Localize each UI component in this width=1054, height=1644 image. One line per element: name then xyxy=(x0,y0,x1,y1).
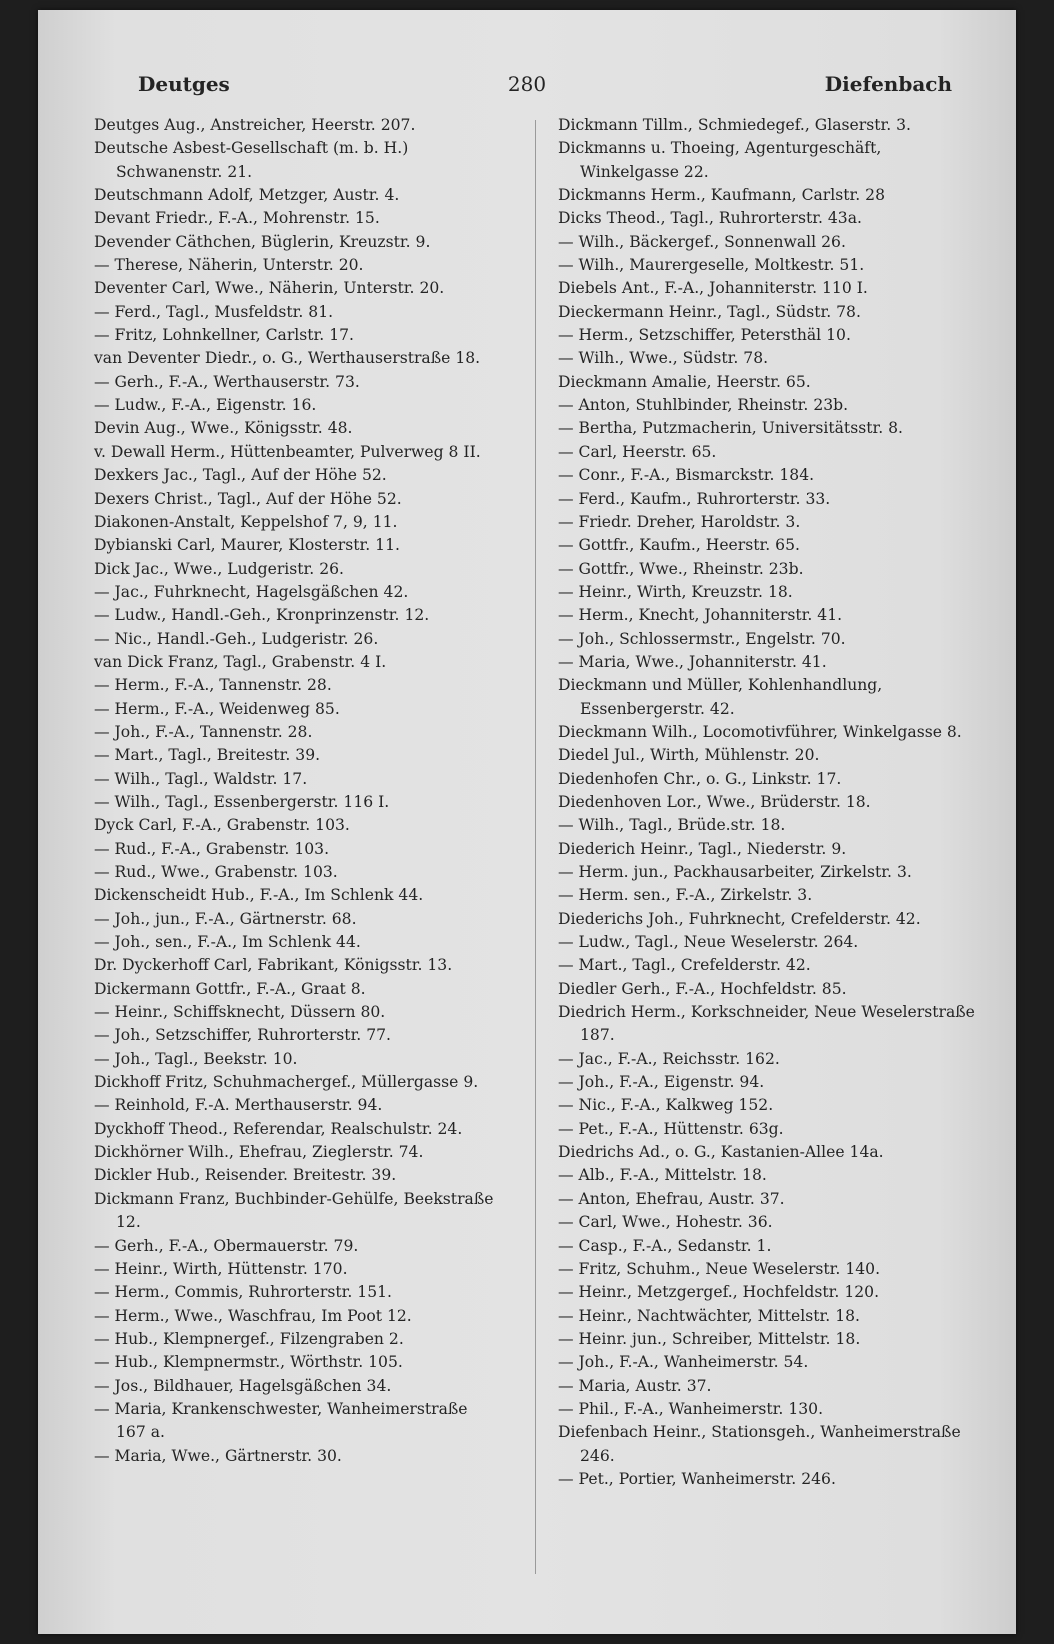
page-number: 280 xyxy=(507,72,547,96)
directory-entry: — Nic., F.-A., Kalkweg 152. xyxy=(558,1096,774,1115)
directory-entry: Dyck Carl, F.-A., Grabenstr. 103. xyxy=(94,816,350,835)
directory-entry: — Heinr., Wirth, Kreuzstr. 18. xyxy=(558,582,793,601)
directory-entry: Diedenhofen Chr., o. G., Linkstr. 17. xyxy=(558,769,842,788)
directory-entry: Dickmanns u. Thoeing, Agenturgeschäft, Winkelgasse 22. xyxy=(558,139,882,181)
header-right-word: Diefenbach xyxy=(824,72,952,96)
directory-entry: — Jos., Bildhauer, Hagelsgäßchen 34. xyxy=(94,1376,392,1395)
directory-entry: — Phil., F.-A., Wanheimerstr. 130. xyxy=(558,1399,824,1418)
directory-entry: — Fritz, Schuhm., Neue Weselerstr. 140. xyxy=(558,1259,881,1278)
directory-entry: — Heinr., Nachtwächter, Mittelstr. 18. xyxy=(558,1306,860,1325)
directory-entry: Dickenscheidt Hub., F.-A., Im Schlenk 44. xyxy=(94,886,424,905)
directory-entry: Diedrich Herm., Korkschneider, Neue Weselerstraße 187. xyxy=(558,1003,975,1045)
directory-entry: — Friedr. Dreher, Haroldstr. 3. xyxy=(558,512,801,531)
directory-entry: Devin Aug., Wwe., Königsstr. 48. xyxy=(94,419,353,438)
directory-entry: — Herm. sen., F.-A., Zirkelstr. 3. xyxy=(558,886,813,905)
directory-entry: Dieckmann und Müller, Kohlenhandlung, Essenbergerstr. 42. xyxy=(558,676,883,718)
directory-entry: — Herm., F.-A., Weidenweg 85. xyxy=(94,699,340,718)
directory-entry: — Herm. jun., Packhausarbeiter, Zirkelstr. 3. xyxy=(558,863,912,881)
directory-entry: Dexers Christ., Tagl., Auf der Höhe 52. xyxy=(94,489,402,508)
directory-entry: Diedrichs Ad., o. G., Kastanien-Allee 14a. xyxy=(558,1143,884,1162)
directory-entry: — Anton, Ehefrau, Austr. 37. xyxy=(558,1189,785,1208)
directory-entry: Dickmanns Herm., Kaufmann, Carlstr. 28 xyxy=(558,186,886,205)
directory-entry: Diefenbach Heinr., Stationsgeh., Wanheimerstraße 246. xyxy=(558,1423,961,1465)
directory-entry: — Alb., F.-A., Mittelstr. 18. xyxy=(558,1166,767,1185)
directory-entry: — Heinr. jun., Schreiber, Mittelstr. 18. xyxy=(558,1329,861,1348)
directory-entry: Deutges Aug., Anstreicher, Heerstr. 207. xyxy=(94,116,416,134)
directory-entry: — Herm., Wwe., Waschfrau, Im Poot 12. xyxy=(94,1306,412,1325)
directory-entry: Dickhörner Wilh., Ehefrau, Zieglerstr. 74. xyxy=(94,1143,424,1162)
directory-entry: — Mart., Tagl., Breitestr. 39. xyxy=(94,746,321,765)
directory-entry: — Maria, Austr. 37. xyxy=(558,1376,712,1395)
directory-entry: — Herm., F.-A., Tannenstr. 28. xyxy=(94,676,332,695)
directory-entry: — Jac., Fuhrknecht, Hagelsgäßchen 42. xyxy=(94,582,409,601)
directory-entry: — Fritz, Lohnkellner, Carlstr. 17. xyxy=(94,326,355,345)
directory-entry: Dickmann Franz, Buchbinder-Gehülfe, Beekstraße 12. xyxy=(94,1189,494,1232)
directory-entry: — Wilh., Tagl., Brüde.str. 18. xyxy=(558,816,786,835)
directory-entry: — Wilh., Tagl., Essenbergerstr. 116 I. xyxy=(94,792,390,811)
directory-entry: Dicks Theod., Tagl., Ruhrorterstr. 43a. xyxy=(558,209,862,228)
directory-entry: — Maria, Wwe., Gärtnerstr. 30. xyxy=(94,1446,342,1465)
directory-entry: — Wilh., Wwe., Südstr. 78. xyxy=(558,349,769,368)
directory-entry: — Wilh., Tagl., Waldstr. 17. xyxy=(94,769,308,788)
directory-entry: Dyckhoff Theod., Referendar, Realschulstr. 24. xyxy=(94,1119,463,1138)
directory-entry: — Maria, Wwe., Johanniterstr. 41. xyxy=(558,652,827,671)
directory-entry: Diakonen-Anstalt, Keppelshof 7, 9, 11. xyxy=(94,512,398,531)
directory-entry: — Heinr., Schiffsknecht, Düssern 80. xyxy=(94,1003,386,1022)
page-header xyxy=(92,72,962,102)
directory-entry: Devant Friedr., F.-A., Mohrenstr. 15. xyxy=(94,209,380,228)
directory-entry: — Jac., F.-A., Reichsstr. 162. xyxy=(558,1049,780,1068)
header-left-word: Deutges xyxy=(138,72,230,96)
directory-entry: Dickmann Tillm., Schmiedegef., Glaserstr. 3. xyxy=(558,116,912,134)
directory-entry: — Herm., Commis, Ruhrorterstr. 151. xyxy=(94,1283,393,1302)
directory-entry: — Herm., Setzschiffer, Petersthäl 10. xyxy=(558,326,851,345)
directory-entry: — Gerh., F.-A., Obermauerstr. 79. xyxy=(94,1236,359,1255)
directory-entry: van Deventer Diedr., o. G., Werthauserstraße 18. xyxy=(94,349,481,368)
directory-entry: — Rud., F.-A., Grabenstr. 103. xyxy=(94,839,330,858)
directory-entry: Deutschmann Adolf, Metzger, Austr. 4. xyxy=(94,186,400,205)
directory-entry: Diederichs Joh., Fuhrknecht, Crefelderstr. 42. xyxy=(558,909,921,928)
directory-entry: Dr. Dyckerhoff Carl, Fabrikant, Königsstr. 13. xyxy=(94,956,453,975)
directory-entry: Diedenhoven Lor., Wwe., Brüderstr. 18. xyxy=(558,792,871,811)
directory-entry: Dickermann Gottfr., F.-A., Graat 8. xyxy=(94,979,366,998)
column-divider xyxy=(535,120,536,1574)
directory-entry: Dieckmann Wilh., Locomotivführer, Winkelgasse 8. xyxy=(558,722,962,741)
directory-entry: — Joh., F.-A., Wanheimerstr. 54. xyxy=(558,1353,809,1372)
directory-entry: — Joh., sen., F.-A., Im Schlenk 44. xyxy=(94,933,361,952)
directory-entry: — Carl, Heerstr. 65. xyxy=(558,442,717,461)
directory-entry: Dybianski Carl, Maurer, Klosterstr. 11. xyxy=(94,536,400,555)
directory-entry: — Ferd., Kaufm., Ruhrorterstr. 33. xyxy=(558,489,831,508)
directory-entry: — Maria, Krankenschwester, Wanheimerstraße 167 a. xyxy=(94,1399,468,1442)
directory-entry: — Hub., Klempnergef., Filzengraben 2. xyxy=(94,1329,404,1348)
directory-entry: Dickhoff Fritz, Schuhmachergef., Müllergasse 9. xyxy=(94,1073,479,1092)
directory-entry: Devender Cäthchen, Büglerin, Kreuzstr. 9. xyxy=(94,232,431,251)
directory-entry: — Ferd., Tagl., Musfeldstr. 81. xyxy=(94,302,334,321)
directory-entry: — Therese, Näherin, Unterstr. 20. xyxy=(94,256,364,275)
directory-entry: Dickler Hub., Reisender. Breitestr. 39. xyxy=(94,1166,397,1185)
directory-entry: — Gerh., F.-A., Werthauserstr. 73. xyxy=(94,372,360,391)
directory-entry: — Conr., F.-A., Bismarckstr. 184. xyxy=(558,466,815,485)
directory-entry: — Ludw., Tagl., Neue Weselerstr. 264. xyxy=(558,933,859,952)
directory-entry: Diederich Heinr., Tagl., Niederstr. 9. xyxy=(558,839,847,858)
directory-entry: — Hub., Klempnermstr., Wörthstr. 105. xyxy=(94,1353,403,1372)
left-column xyxy=(94,114,494,1468)
directory-entry: — Joh., F.-A., Tannenstr. 28. xyxy=(94,722,313,741)
directory-entry: — Ludw., Handl.-Geh., Kronprinzenstr. 12. xyxy=(94,606,430,625)
directory-entry: — Joh., F.-A., Eigenstr. 94. xyxy=(558,1073,765,1092)
directory-entry: — Joh., Schlossermstr., Engelstr. 70. xyxy=(558,629,846,648)
directory-entry: — Nic., Handl.-Geh., Ludgeristr. 26. xyxy=(94,629,379,648)
directory-entry: — Mart., Tagl., Crefelderstr. 42. xyxy=(558,956,811,975)
directory-entry: — Heinr., Wirth, Hüttenstr. 170. xyxy=(94,1259,348,1278)
directory-entry: Deutsche Asbest-Gesellschaft (m. b. H.) Schwanenstr. 21. xyxy=(94,139,409,181)
directory-entry: — Joh., Tagl., Beekstr. 10. xyxy=(94,1049,298,1068)
directory-entry: — Gottfr., Wwe., Rheinstr. 23b. xyxy=(558,559,804,578)
directory-entry: Dieckermann Heinr., Tagl., Südstr. 78. xyxy=(558,302,861,321)
directory-entry: — Joh., jun., F.-A., Gärtnerstr. 68. xyxy=(94,909,357,928)
directory-entry: — Reinhold, F.-A. Merthauserstr. 94. xyxy=(94,1096,383,1115)
directory-entry: — Pet., F.-A., Hüttenstr. 63g. xyxy=(558,1119,784,1138)
directory-entry: — Wilh., Maurergeselle, Moltkestr. 51. xyxy=(558,256,865,275)
right-column xyxy=(558,114,978,1491)
directory-entry: — Casp., F.-A., Sedanstr. 1. xyxy=(558,1236,772,1255)
directory-entry: Dexkers Jac., Tagl., Auf der Höhe 52. xyxy=(94,466,387,485)
directory-entry: van Dick Franz, Tagl., Grabenstr. 4 I. xyxy=(94,652,387,671)
directory-entry: — Bertha, Putzmacherin, Universitätsstr. 8. xyxy=(558,419,904,438)
directory-entry: Diedel Jul., Wirth, Mühlenstr. 20. xyxy=(558,746,820,765)
directory-entry: v. Dewall Herm., Hüttenbeamter, Pulverweg 8 II. xyxy=(94,442,481,461)
directory-entry: — Carl, Wwe., Hohestr. 36. xyxy=(558,1213,773,1232)
directory-entry: Diedler Gerh., F.-A., Hochfeldstr. 85. xyxy=(558,979,847,998)
directory-entry: Dieckmann Amalie, Heerstr. 65. xyxy=(558,372,811,391)
directory-entry: — Joh., Setzschiffer, Ruhrorterstr. 77. xyxy=(94,1026,392,1045)
directory-entry: — Wilh., Bäckergef., Sonnenwall 26. xyxy=(558,232,846,251)
directory-entry: — Gottfr., Kaufm., Heerstr. 65. xyxy=(558,536,800,555)
book-page xyxy=(38,10,1016,1634)
directory-entry: — Herm., Knecht, Johanniterstr. 41. xyxy=(558,606,843,625)
directory-entry: — Anton, Stuhlbinder, Rheinstr. 23b. xyxy=(558,396,849,415)
directory-entry: — Pet., Portier, Wanheimerstr. 246. xyxy=(558,1469,836,1488)
directory-entry: — Rud., Wwe., Grabenstr. 103. xyxy=(94,863,338,881)
directory-entry: — Heinr., Metzgergef., Hochfeldstr. 120. xyxy=(558,1283,880,1302)
directory-entry: Dick Jac., Wwe., Ludgeristr. 26. xyxy=(94,559,345,578)
directory-entry: Diebels Ant., F.-A., Johanniterstr. 110 I. xyxy=(558,279,868,298)
directory-entry: Deventer Carl, Wwe., Näherin, Unterstr. 20. xyxy=(94,279,445,298)
directory-entry: — Ludw., F.-A., Eigenstr. 16. xyxy=(94,396,317,415)
